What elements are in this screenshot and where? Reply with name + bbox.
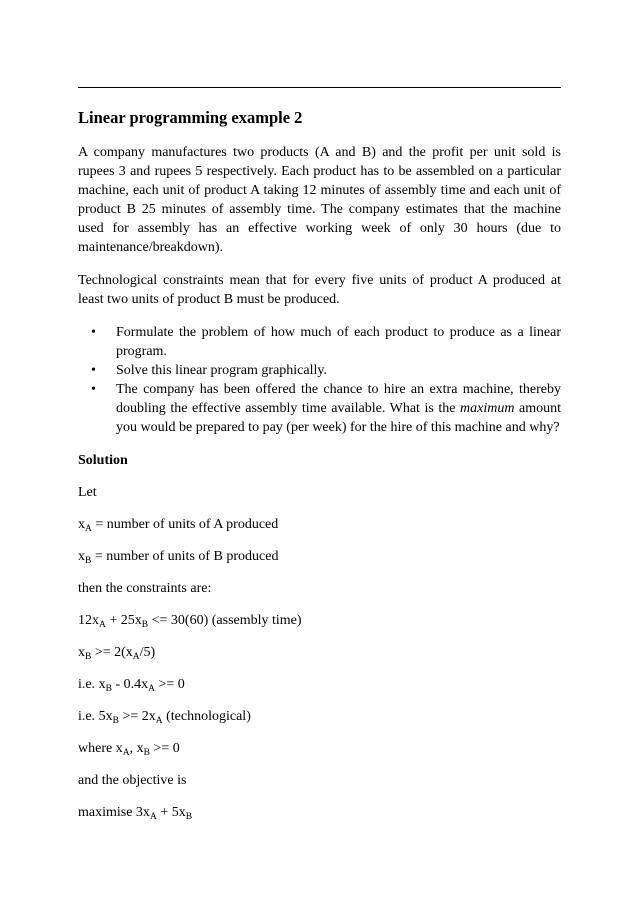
bullet-icon: • [91, 325, 96, 340]
list-item-text: Formulate the problem of how much of each product to produce as a linear program. [116, 325, 561, 359]
list-item-text: The company has been offered the chance to hire an extra machine, thereby doubling the effective assembly time available. What is the maximum amount you would be prepared to pay (per week) for the hire of this machine and why? [116, 382, 561, 435]
list-item [78, 380, 561, 437]
emphasis-text: maximum [460, 401, 515, 416]
constraints-intro: then the constraints are: [78, 581, 212, 596]
list-item-text: Solve this linear program graphically. [116, 363, 327, 378]
section-title: Linear programming example 2 [78, 108, 303, 127]
constraint-ratio: $x_B >= 2(x_A/5)$ [78, 645, 156, 662]
constraint-assembly: $12x_A + 25x_B <= 30(60)$ (assembly time) [78, 613, 302, 630]
problem-paragraph: A company manufactures two products (A and B) and the profit per unit sold is rupees 3 and rupees 5 respectively. Each product has to be assembled on a particular machine, each unit of product A taking 12 minutes of assembly time and each unit of product B 25 minutes of assembly time. The company estimates that the machine used for assembly has an effective working week of only 30 hours (due to maintenance/breakdown). [78, 145, 561, 255]
let-line: Let [78, 485, 97, 500]
constraint-technological: i.e. $5x_B >= 2x_A$ (technological) [78, 709, 251, 726]
document-content [78, 108, 561, 835]
task-list [78, 323, 561, 437]
bullet-icon: • [91, 382, 96, 397]
definition-xb: $x_B$ = number of units of B produced [78, 549, 279, 566]
definition-xa: $x_A$ = number of units of A produced [78, 517, 279, 534]
objective-function: maximise $3x_A + 5x_B$ [78, 805, 193, 822]
list-item [78, 323, 561, 361]
constraint-paragraph: Technological constraints mean that for every five units of product A produced at least two units of product B must be produced. [78, 273, 561, 307]
list-item [78, 361, 561, 380]
constraint-ratio-simplified: i.e. $x_B - 0.4x_A >= 0$ [78, 677, 185, 694]
objective-intro: and the objective is [78, 773, 187, 788]
nonnegativity-constraint: where $x_A$, $x_B >= 0$ [78, 741, 180, 758]
header-rule [78, 87, 561, 88]
bullet-icon: • [91, 363, 96, 378]
solution-heading: Solution [78, 453, 128, 468]
